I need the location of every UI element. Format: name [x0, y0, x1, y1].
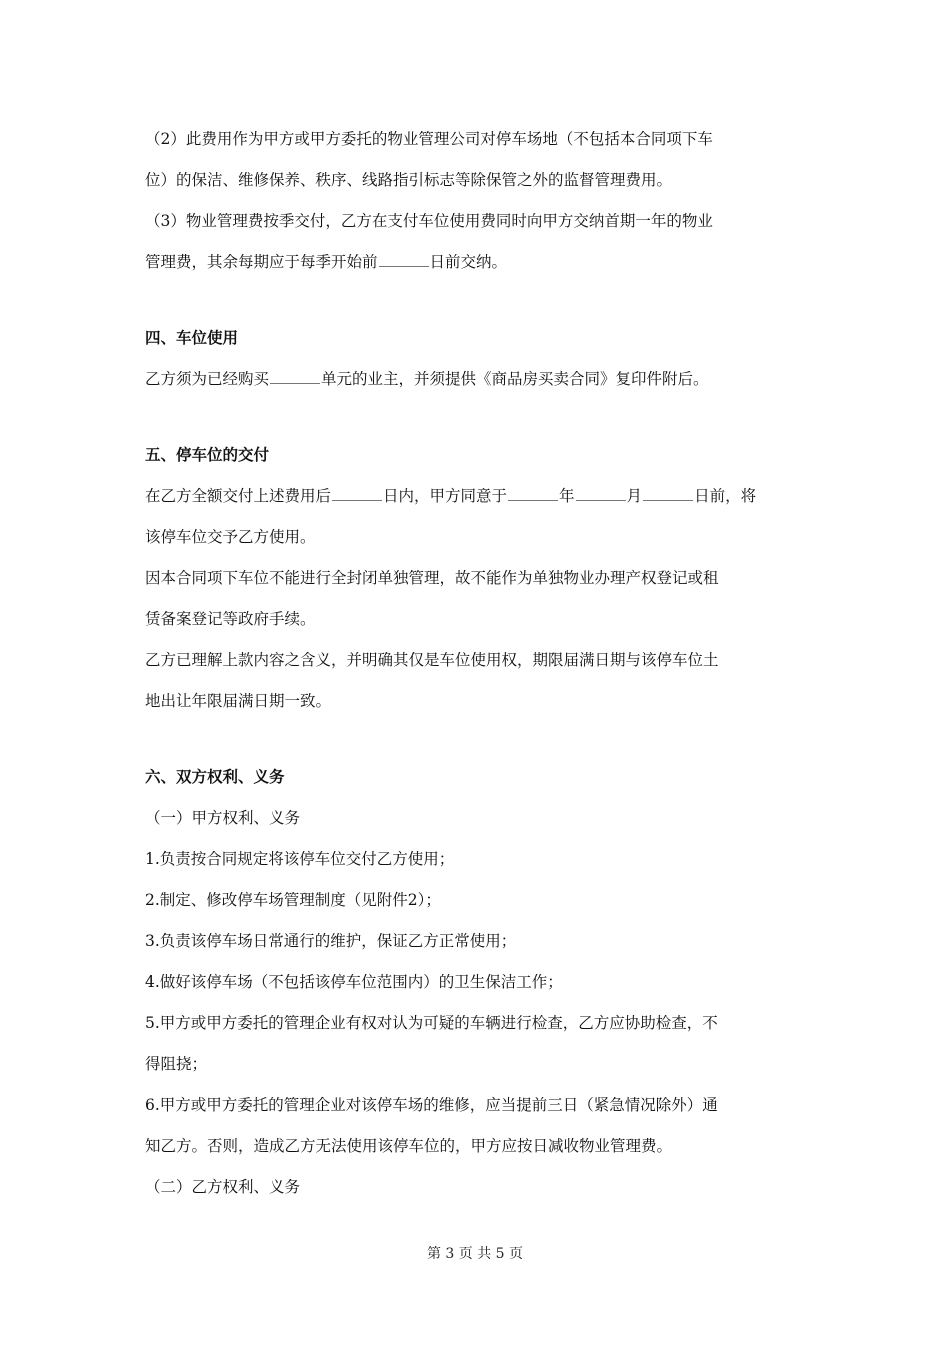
paragraph: 该停车位交予乙方使用。 — [145, 528, 316, 546]
paragraph: （3）物业管理费按季交付，乙方在支付车位使用费同时向甲方交纳首期一年的物业 — [145, 212, 713, 230]
subsection-heading: （一）甲方权利、义务 — [145, 809, 301, 827]
subsection-heading: （二）乙方权利、义务 — [145, 1178, 301, 1196]
text-run: 日内，甲方同意于 — [383, 487, 508, 505]
list-item: 2.制定、修改停车场管理制度（见附件2）； — [145, 891, 441, 909]
spacer — [145, 400, 815, 435]
section-heading: 五、停车位的交付 — [145, 446, 270, 464]
page-footer — [0, 1244, 950, 1264]
list-item: 3.负责该停车场日常通行的维护，保证乙方正常使用； — [145, 932, 517, 950]
text-run: 在乙方全额交付上述费用后 — [145, 487, 332, 505]
section-heading: 六、双方权利、义务 — [145, 768, 285, 786]
spacer — [145, 722, 815, 757]
list-item-continuation: 知乙方。否则，造成乙方无法使用该停车位的，甲方应按日减收物业管理费。 — [145, 1137, 673, 1155]
text-run: 日前，将 — [694, 487, 757, 505]
spacer — [145, 283, 815, 318]
fill-in-blank — [332, 499, 382, 501]
fill-in-blank — [379, 265, 429, 267]
text-run: 乙方须为已经购买 — [145, 370, 270, 388]
paragraph: （2）此费用作为甲方或甲方委托的物业管理公司对停车场地（不包括本合同项下车 — [145, 130, 713, 148]
paragraph: 因本合同项下车位不能进行全封闭单独管理，故不能作为单独物业办理产权登记或租 — [145, 569, 719, 587]
paragraph — [145, 242, 815, 283]
list-item: 4.做好该停车场（不包括该停车位范围内）的卫生保洁工作； — [145, 973, 563, 991]
list-item: 1.负责按合同规定将该停车位交付乙方使用； — [145, 850, 455, 868]
page-number: 第 3 页 共 5 页 — [426, 1246, 524, 1262]
list-item-continuation: 得阻挠； — [145, 1055, 208, 1073]
list-item: 6.甲方或甲方委托的管理企业对该停车场的维修，应当提前三日（紧急情况除外）通 — [145, 1096, 718, 1114]
text-run: 日前交纳。 — [429, 253, 508, 271]
paragraph: 乙方已理解上款内容之含义，并明确其仅是车位使用权，期限届满日期与该停车位土 — [145, 651, 719, 669]
list-item: 5.甲方或甲方委托的管理企业有权对认为可疑的车辆进行检查，乙方应协助检查，不 — [145, 1014, 718, 1032]
paragraph: 位）的保洁、维修保养、秩序、线路指引标志等除保管之外的监督管理费用。 — [145, 171, 673, 189]
text-run: 单元的业主，并须提供《商品房买卖合同》复印件附后。 — [321, 370, 709, 388]
paragraph: 赁备案登记等政府手续。 — [145, 610, 316, 628]
text-run: 年 — [559, 487, 575, 505]
paragraph — [145, 476, 815, 517]
fill-in-blank — [643, 499, 693, 501]
paragraph: 地出让年限届满日期一致。 — [145, 692, 332, 710]
text-run: 月 — [626, 487, 643, 505]
section-heading: 四、车位使用 — [145, 329, 239, 347]
document-body — [145, 119, 815, 1208]
fill-in-blank — [576, 499, 626, 501]
fill-in-blank — [508, 499, 558, 501]
fill-in-blank — [270, 382, 320, 384]
paragraph — [145, 359, 815, 400]
text-run: 管理费，其余每期应于每季开始前 — [145, 253, 378, 271]
